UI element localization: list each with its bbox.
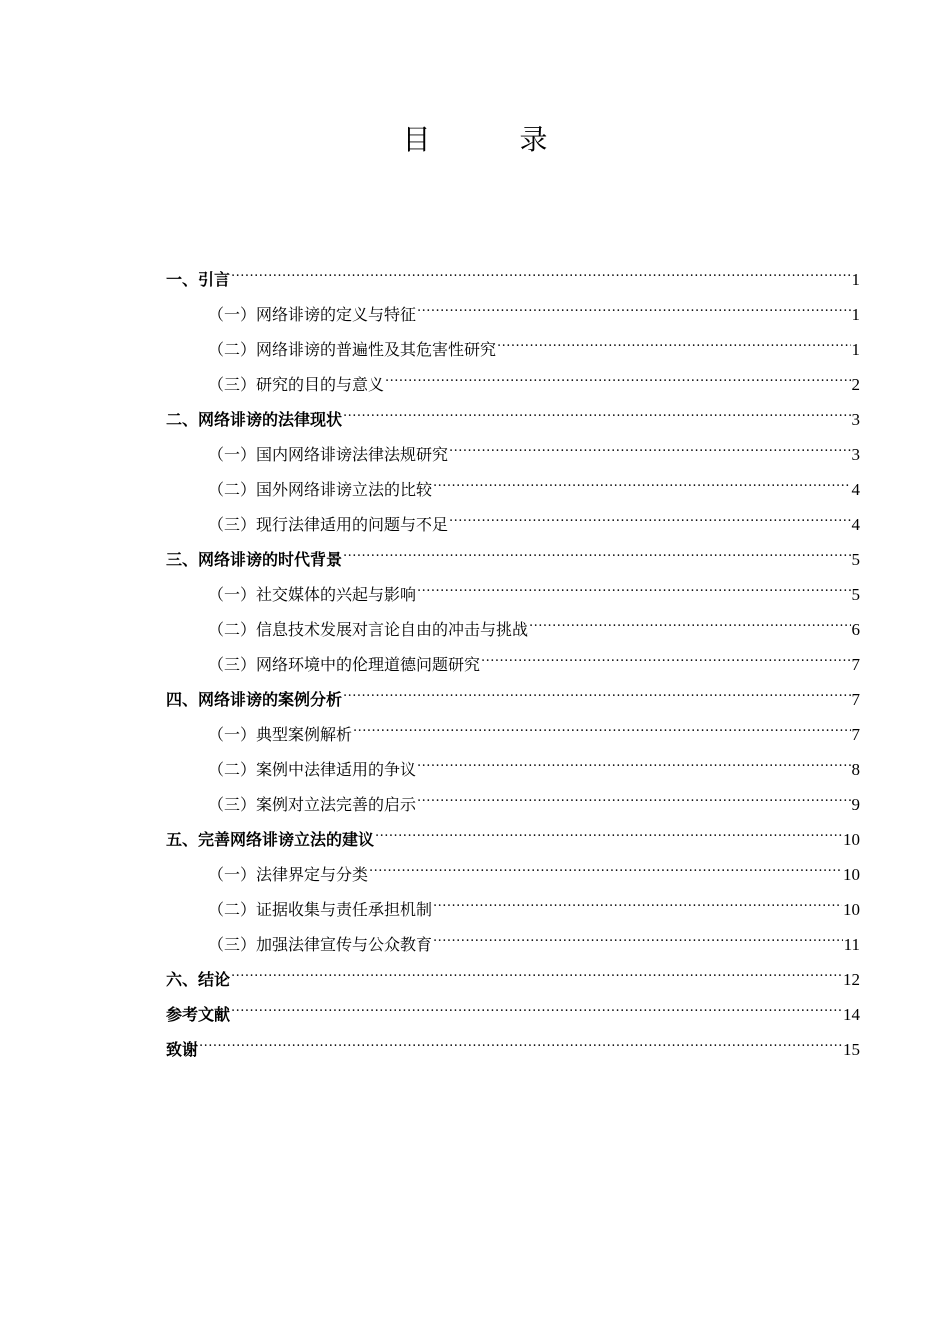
toc-entry-label: （二）案例中法律适用的争议 — [208, 760, 417, 779]
toc-entry-label: （一）网络诽谤的定义与特征 — [208, 305, 417, 324]
toc-page-number: 1 — [851, 305, 860, 324]
toc-dot-leader — [449, 425, 850, 460]
toc-page-number: 4 — [851, 480, 860, 499]
toc-entry-label: （一）国内网络诽谤法律法规研究 — [208, 445, 449, 464]
toc-dot-leader — [343, 530, 850, 565]
toc-entry-label: 二、网络诽谤的法律现状 — [166, 410, 343, 429]
toc-dot-leader — [231, 950, 842, 985]
toc-dot-leader — [385, 355, 850, 390]
toc-page-number: 1 — [851, 340, 860, 359]
toc-dot-leader — [375, 810, 842, 845]
toc-entry-label: （二）网络诽谤的普遍性及其危害性研究 — [208, 340, 497, 359]
toc-dot-leader — [417, 285, 850, 320]
toc-page-number: 11 — [843, 935, 860, 954]
table-of-contents — [166, 250, 860, 1059]
toc-dot-leader — [343, 670, 850, 705]
toc-page-number: 4 — [851, 515, 860, 534]
toc-entry-label: （二）证据收集与责任承担机制 — [208, 900, 433, 919]
toc-dot-leader — [417, 565, 850, 600]
toc-entry-label: （一）典型案例解析 — [208, 725, 353, 744]
toc-dot-leader — [199, 1020, 842, 1055]
toc-dot-leader — [497, 320, 850, 355]
toc-dot-leader — [449, 495, 850, 530]
toc-page-number: 7 — [851, 725, 860, 744]
toc-dot-leader — [433, 460, 850, 495]
toc-entry-label: 三、网络诽谤的时代背景 — [166, 550, 343, 569]
toc-dot-leader — [433, 915, 843, 950]
toc-entry-label: （三）研究的目的与意义 — [208, 375, 385, 394]
toc-entry[interactable] — [166, 1020, 860, 1059]
toc-entry-label: （二）信息技术发展对言论自由的冲击与挑战 — [208, 620, 529, 639]
toc-page-number: 3 — [851, 410, 860, 429]
toc-entry-label: （三）现行法律适用的问题与不足 — [208, 515, 449, 534]
toc-entry[interactable] — [166, 285, 860, 324]
toc-dot-leader — [343, 390, 850, 425]
toc-dot-leader — [231, 250, 850, 285]
toc-entry[interactable] — [166, 950, 860, 989]
toc-page-number: 7 — [851, 690, 860, 709]
toc-page-number: 15 — [843, 1040, 860, 1059]
toc-page-number: 7 — [851, 655, 860, 674]
page-title: 目 录 — [402, 123, 588, 156]
toc-entry-label: （三）加强法律宣传与公众教育 — [208, 935, 433, 954]
toc-entry-label: 致谢 — [166, 1040, 199, 1059]
toc-entry-label: （三）网络环境中的伦理道德问题研究 — [208, 655, 481, 674]
toc-entry[interactable] — [166, 985, 860, 1024]
toc-page-number: 10 — [843, 830, 860, 849]
toc-entry-label: 参考文献 — [166, 1005, 231, 1024]
toc-page-number: 6 — [851, 620, 860, 639]
toc-page-number: 10 — [843, 900, 860, 919]
toc-entry-label: （二）国外网络诽谤立法的比较 — [208, 480, 433, 499]
toc-entry-label: （一）法律界定与分类 — [208, 865, 369, 884]
toc-dot-leader — [481, 635, 850, 670]
toc-page-number: 8 — [851, 760, 860, 779]
toc-dot-leader — [529, 600, 850, 635]
toc-entry-label: 四、网络诽谤的案例分析 — [166, 690, 343, 709]
toc-page-number: 2 — [851, 375, 860, 394]
toc-page-number: 14 — [843, 1005, 860, 1024]
toc-page-number: 3 — [851, 445, 860, 464]
toc-entry-label: 五、完善网络诽谤立法的建议 — [166, 830, 375, 849]
toc-dot-leader — [353, 705, 850, 740]
toc-page-number: 9 — [851, 795, 860, 814]
toc-page-number: 12 — [843, 970, 860, 989]
toc-entry-label: （三）案例对立法完善的启示 — [208, 795, 417, 814]
toc-dot-leader — [231, 985, 842, 1020]
toc-page-number: 10 — [843, 865, 860, 884]
toc-entry-label: （一）社交媒体的兴起与影响 — [208, 585, 417, 604]
toc-page-number: 1 — [851, 270, 860, 289]
toc-dot-leader — [433, 880, 842, 915]
toc-dot-leader — [417, 775, 850, 810]
toc-dot-leader — [417, 740, 850, 775]
toc-entry[interactable] — [166, 250, 860, 289]
toc-entry-label: 六、结论 — [166, 970, 231, 989]
toc-page-number: 5 — [851, 550, 860, 569]
toc-page-number: 5 — [851, 585, 860, 604]
toc-dot-leader — [369, 845, 842, 880]
toc-entry-label: 一、引言 — [166, 270, 231, 289]
